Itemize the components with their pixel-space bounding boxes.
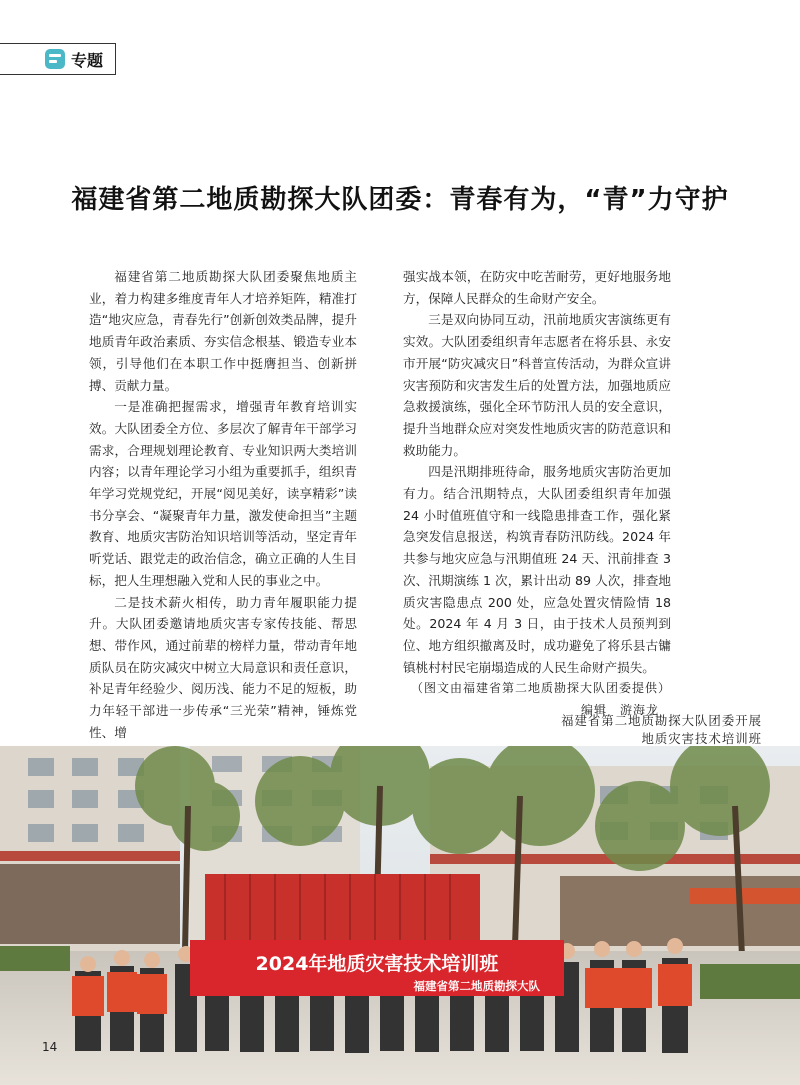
section-label: 专题 bbox=[71, 50, 104, 70]
body-paragraph: 福建省第二地质勘探大队团委聚焦地质主业，着力构建多维度青年人才培养矩阵，精准打造“地灾应急，青春先行”创新创效类品牌，提升地质青年政治素质、夯实信念根基、锻造专业本领，引导他们在本职工作中挺膺担当、创新拼搏、贡献力量。 bbox=[89, 269, 357, 393]
article-headline: 福建省第二地质勘探大队团委：青春有为，“青”力守护 bbox=[71, 185, 729, 216]
body-paragraph: 一是准确把握需求，增强青年教育培训实效。大队团委全方位、多层次了解青年干部学习需求，合理规划理论教育、专业知识两大类培训内容；以青年理论学习小组为重要抓手，组织青年学习党规党纪，开展“阅见美好，读享精彩”读书分享会、“凝聚青年力量，激发使命担当”主题教育、地质灾害防治知识培训等活动，坚定青年听党话、跟党走的政治信念，确立正确的人生目标，把人生理想融入党和人民的事业之中。 bbox=[89, 399, 357, 588]
section-tag bbox=[0, 43, 116, 75]
banner-title: 2024年地质灾害技术培训班 bbox=[255, 953, 499, 975]
body-paragraph-continuation: 强实战本领，在防灾中吃苦耐劳，更好地服务地方，保障人民群众的生命财产安全。 bbox=[403, 269, 671, 306]
group-photo bbox=[0, 746, 800, 1085]
photo-caption bbox=[561, 712, 762, 748]
caption-line: 福建省第二地质勘探大队团委开展 bbox=[561, 713, 762, 728]
image-credit: （图文由福建省第二地质勘探大队团委提供） bbox=[410, 681, 671, 696]
page-number: 14 bbox=[42, 1040, 58, 1054]
caption-line: 地质灾害技术培训班 bbox=[641, 731, 762, 746]
editor-credit: 编辑 游海龙 bbox=[580, 703, 659, 718]
banner-subtitle: 福建省第二地质勘探大队 bbox=[413, 979, 540, 993]
body-column-left bbox=[89, 266, 357, 743]
body-column-right bbox=[403, 266, 671, 722]
body-paragraph: 四是汛期排班待命，服务地质灾害防治更加有力。结合汛期特点，大队团委组织青年加强 24 小时值班值守和一线隐患排查工作，强化紧急突发信息报送，构筑青春防汛防线。2024 年共参与地灾应急与汛期值班 24 天、汛前排查 3 次、汛期演练 1 次，累计出动 89 人次，排查地质灾害隐患点 200 处，应急处置灾情险情 18 处。2024 年 4 月 3 日，由于技术人员预判到位、地方组织撤离及时，成功避免了将乐县古镛镇桃村村民宅崩塌造成的人民生命财产损失。 bbox=[403, 464, 671, 675]
document-icon bbox=[45, 49, 65, 69]
body-paragraph: 二是技术薪火相传，助力青年履职能力提升。大队团委邀请地质灾害专家传技能、帮思想、带作风，通过前辈的榜样力量，带动青年地质队员在防灾减灾中树立大局意识和责任意识，补足青年经验少、阅历浅、能力不足的短板，助力年轻干部进一步传承“三光荣”精神，锤炼党性、增 bbox=[89, 594, 357, 740]
body-paragraph: 三是双向协同互动，汛前地质灾害演练更有实效。大队团委组织青年志愿者在将乐县、永安市开展“防灾减灾日”科普宣传活动，为群众宣讲灾害预防和灾害发生后的处置方法，加强地质应急救援演练，强化全环节防汛人员的安全意识，提升当地群众应对突发性地质灾害的防范意识和救助能力。 bbox=[403, 312, 671, 458]
